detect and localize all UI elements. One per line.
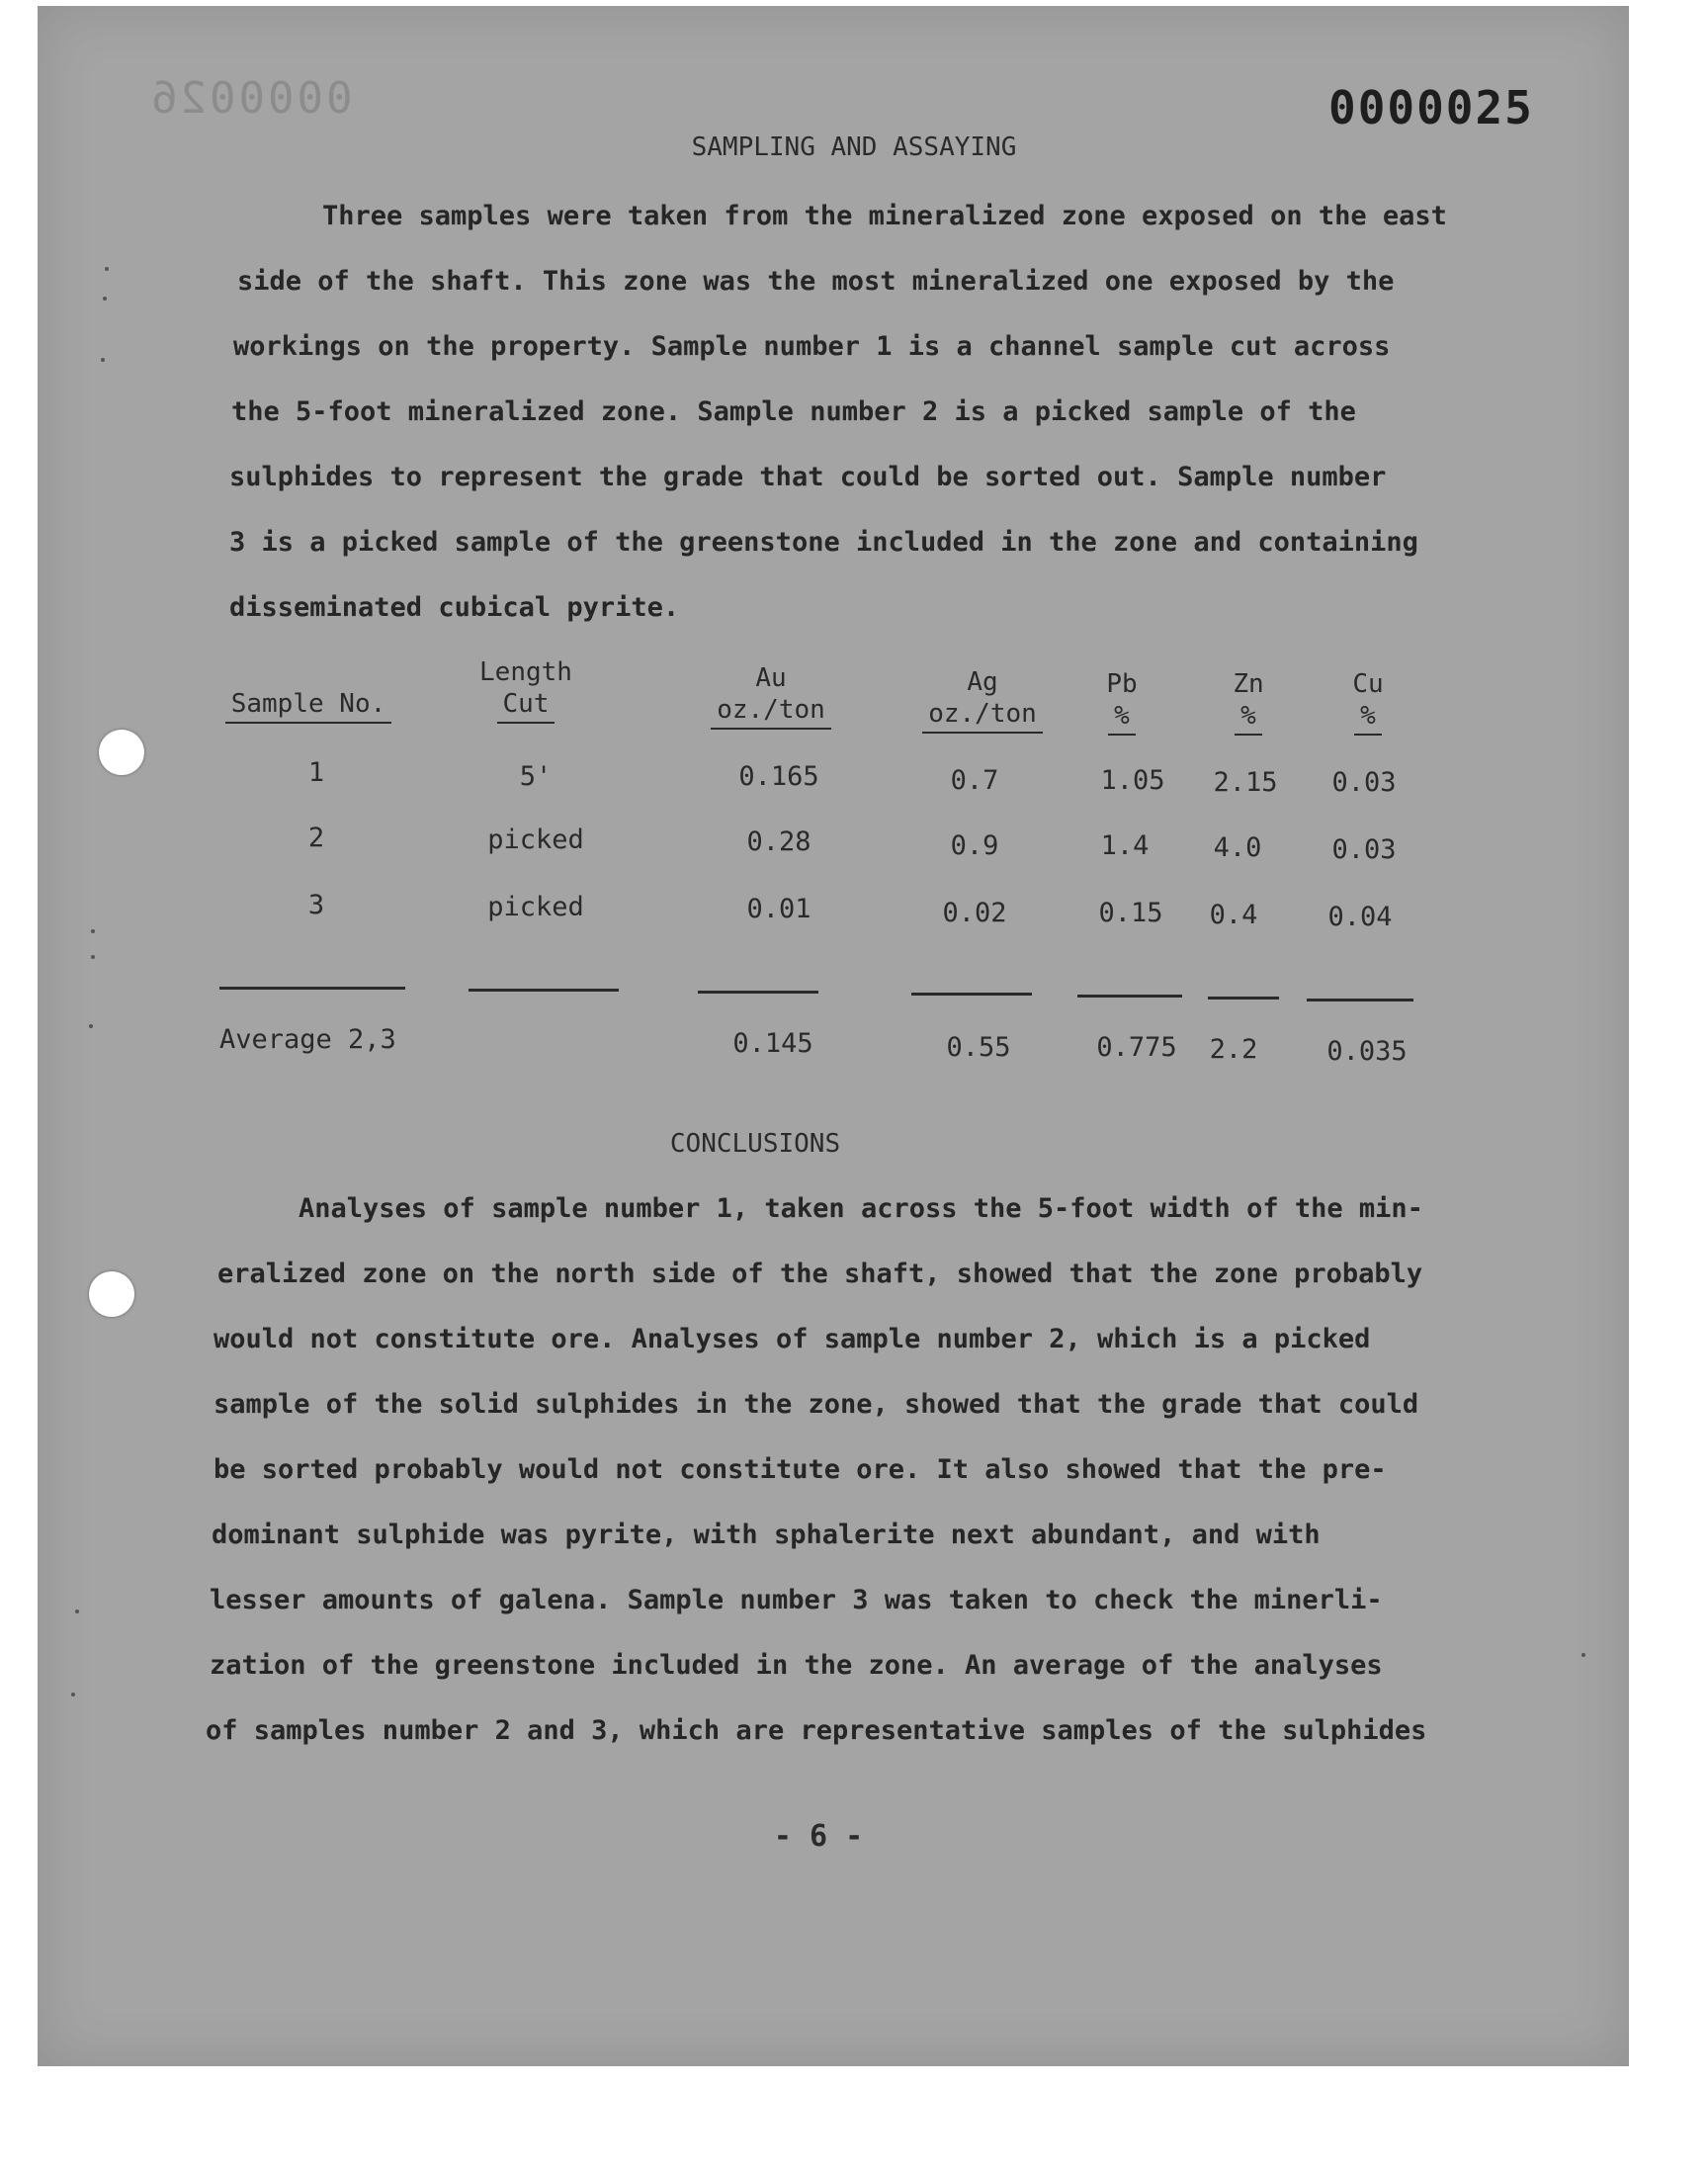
paragraph-line: zation of the greenstone included in the zone. An average of the analyses [210, 1650, 1383, 1681]
document-number: 0000025 [1328, 81, 1534, 134]
row-3-zn: 0.4 [1209, 900, 1258, 930]
row-3-au: 0.01 [746, 894, 811, 924]
paragraph-line: the 5-foot mineralized zone. Sample number 2 is a picked sample of the [231, 396, 1356, 427]
total-rule [1077, 995, 1182, 998]
row-1-length: 5' [519, 761, 553, 792]
paragraph-line: dominant sulphide was pyrite, with sphalerite next abundant, and with [212, 1520, 1321, 1550]
scan-speck [75, 1610, 79, 1613]
row-3-sample: 3 [307, 890, 325, 920]
paragraph-line: 3 is a picked sample of the greenstone included in the zone and containing [229, 527, 1418, 558]
average-pb: 0.775 [1096, 1032, 1177, 1063]
header-au: Au oz./ton [692, 662, 850, 730]
average-label: Average 2,3 [219, 1024, 396, 1055]
paragraph-line: be sorted probably would not constitute ore. It also showed that the pre- [214, 1454, 1387, 1485]
total-rule [469, 989, 619, 992]
average-ag: 0.55 [946, 1032, 1011, 1063]
header-ag: Ag oz./ton [903, 666, 1062, 734]
scan-speck [1581, 1653, 1585, 1657]
header-pb: Pb % [1077, 668, 1166, 736]
paragraph-line: of samples number 2 and 3, which are representative samples of the sulphides [206, 1715, 1427, 1746]
row-1-sample: 1 [307, 757, 325, 788]
header-zn: Zn % [1204, 668, 1293, 736]
total-rule [1208, 997, 1279, 1000]
row-2-zn: 4.0 [1213, 832, 1262, 863]
punch-hole-bottom [89, 1271, 134, 1317]
header-length-cut: Length Cut [457, 656, 595, 724]
paragraph-line: eralized zone on the north side of the shaft, showed that the zone probably [217, 1259, 1423, 1289]
row-2-pb: 1.4 [1100, 830, 1150, 861]
row-1-cu: 0.03 [1331, 767, 1397, 798]
conclusions-heading: CONCLUSIONS [669, 1129, 841, 1159]
paragraph-line: disseminated cubical pyrite. [229, 592, 680, 623]
row-1-zn: 2.15 [1213, 767, 1278, 798]
paragraph-line: lesser amounts of galena. Sample number 3 was taken to check the minerli- [210, 1585, 1383, 1615]
average-zn: 2.2 [1209, 1034, 1258, 1065]
total-rule [698, 991, 818, 994]
total-rule [1307, 999, 1413, 1001]
row-3-pb: 0.15 [1098, 898, 1163, 928]
page-number: - 6 - [773, 1819, 864, 1854]
row-2-ag: 0.9 [950, 830, 999, 861]
sampling-heading: SAMPLING AND ASSAYING [691, 132, 1017, 162]
scan-speck [71, 1693, 75, 1696]
average-au: 0.145 [732, 1028, 813, 1059]
row-2-sample: 2 [307, 823, 325, 853]
row-2-length: picked [487, 825, 584, 855]
row-3-ag: 0.02 [942, 898, 1007, 928]
row-1-ag: 0.7 [950, 765, 999, 796]
row-1-pb: 1.05 [1100, 765, 1165, 796]
row-2-cu: 0.03 [1331, 834, 1397, 865]
average-cu: 0.035 [1326, 1036, 1408, 1067]
paragraph-line: sample of the solid sulphides in the zone, showed that the grade that could [214, 1389, 1419, 1420]
paragraph-line: Analyses of sample number 1, taken across the 5-foot width of the min- [299, 1193, 1423, 1224]
row-3-length: picked [487, 892, 584, 922]
row-2-au: 0.28 [746, 826, 811, 857]
paragraph-line: Three samples were taken from the mineralized zone exposed on the east [322, 201, 1447, 231]
document-number-bleedthrough: 0000026 [148, 73, 353, 124]
row-1-au: 0.165 [738, 761, 819, 792]
header-sample-no: Sample No. [219, 688, 397, 724]
paragraph-line: workings on the property. Sample number 1 is a channel sample cut across [233, 331, 1391, 362]
row-3-cu: 0.04 [1327, 902, 1393, 932]
paragraph-line: sulphides to represent the grade that could be sorted out. Sample number [229, 462, 1387, 492]
total-rule [219, 987, 405, 990]
header-cu: Cu % [1319, 668, 1417, 736]
paragraph-line: side of the shaft. This zone was the most mineralized one exposed by the [237, 266, 1395, 297]
total-rule [911, 993, 1032, 996]
paragraph-line: would not constitute ore. Analyses of sample number 2, which is a picked [214, 1324, 1371, 1354]
conclusions-paragraph [206, 1176, 1494, 1764]
